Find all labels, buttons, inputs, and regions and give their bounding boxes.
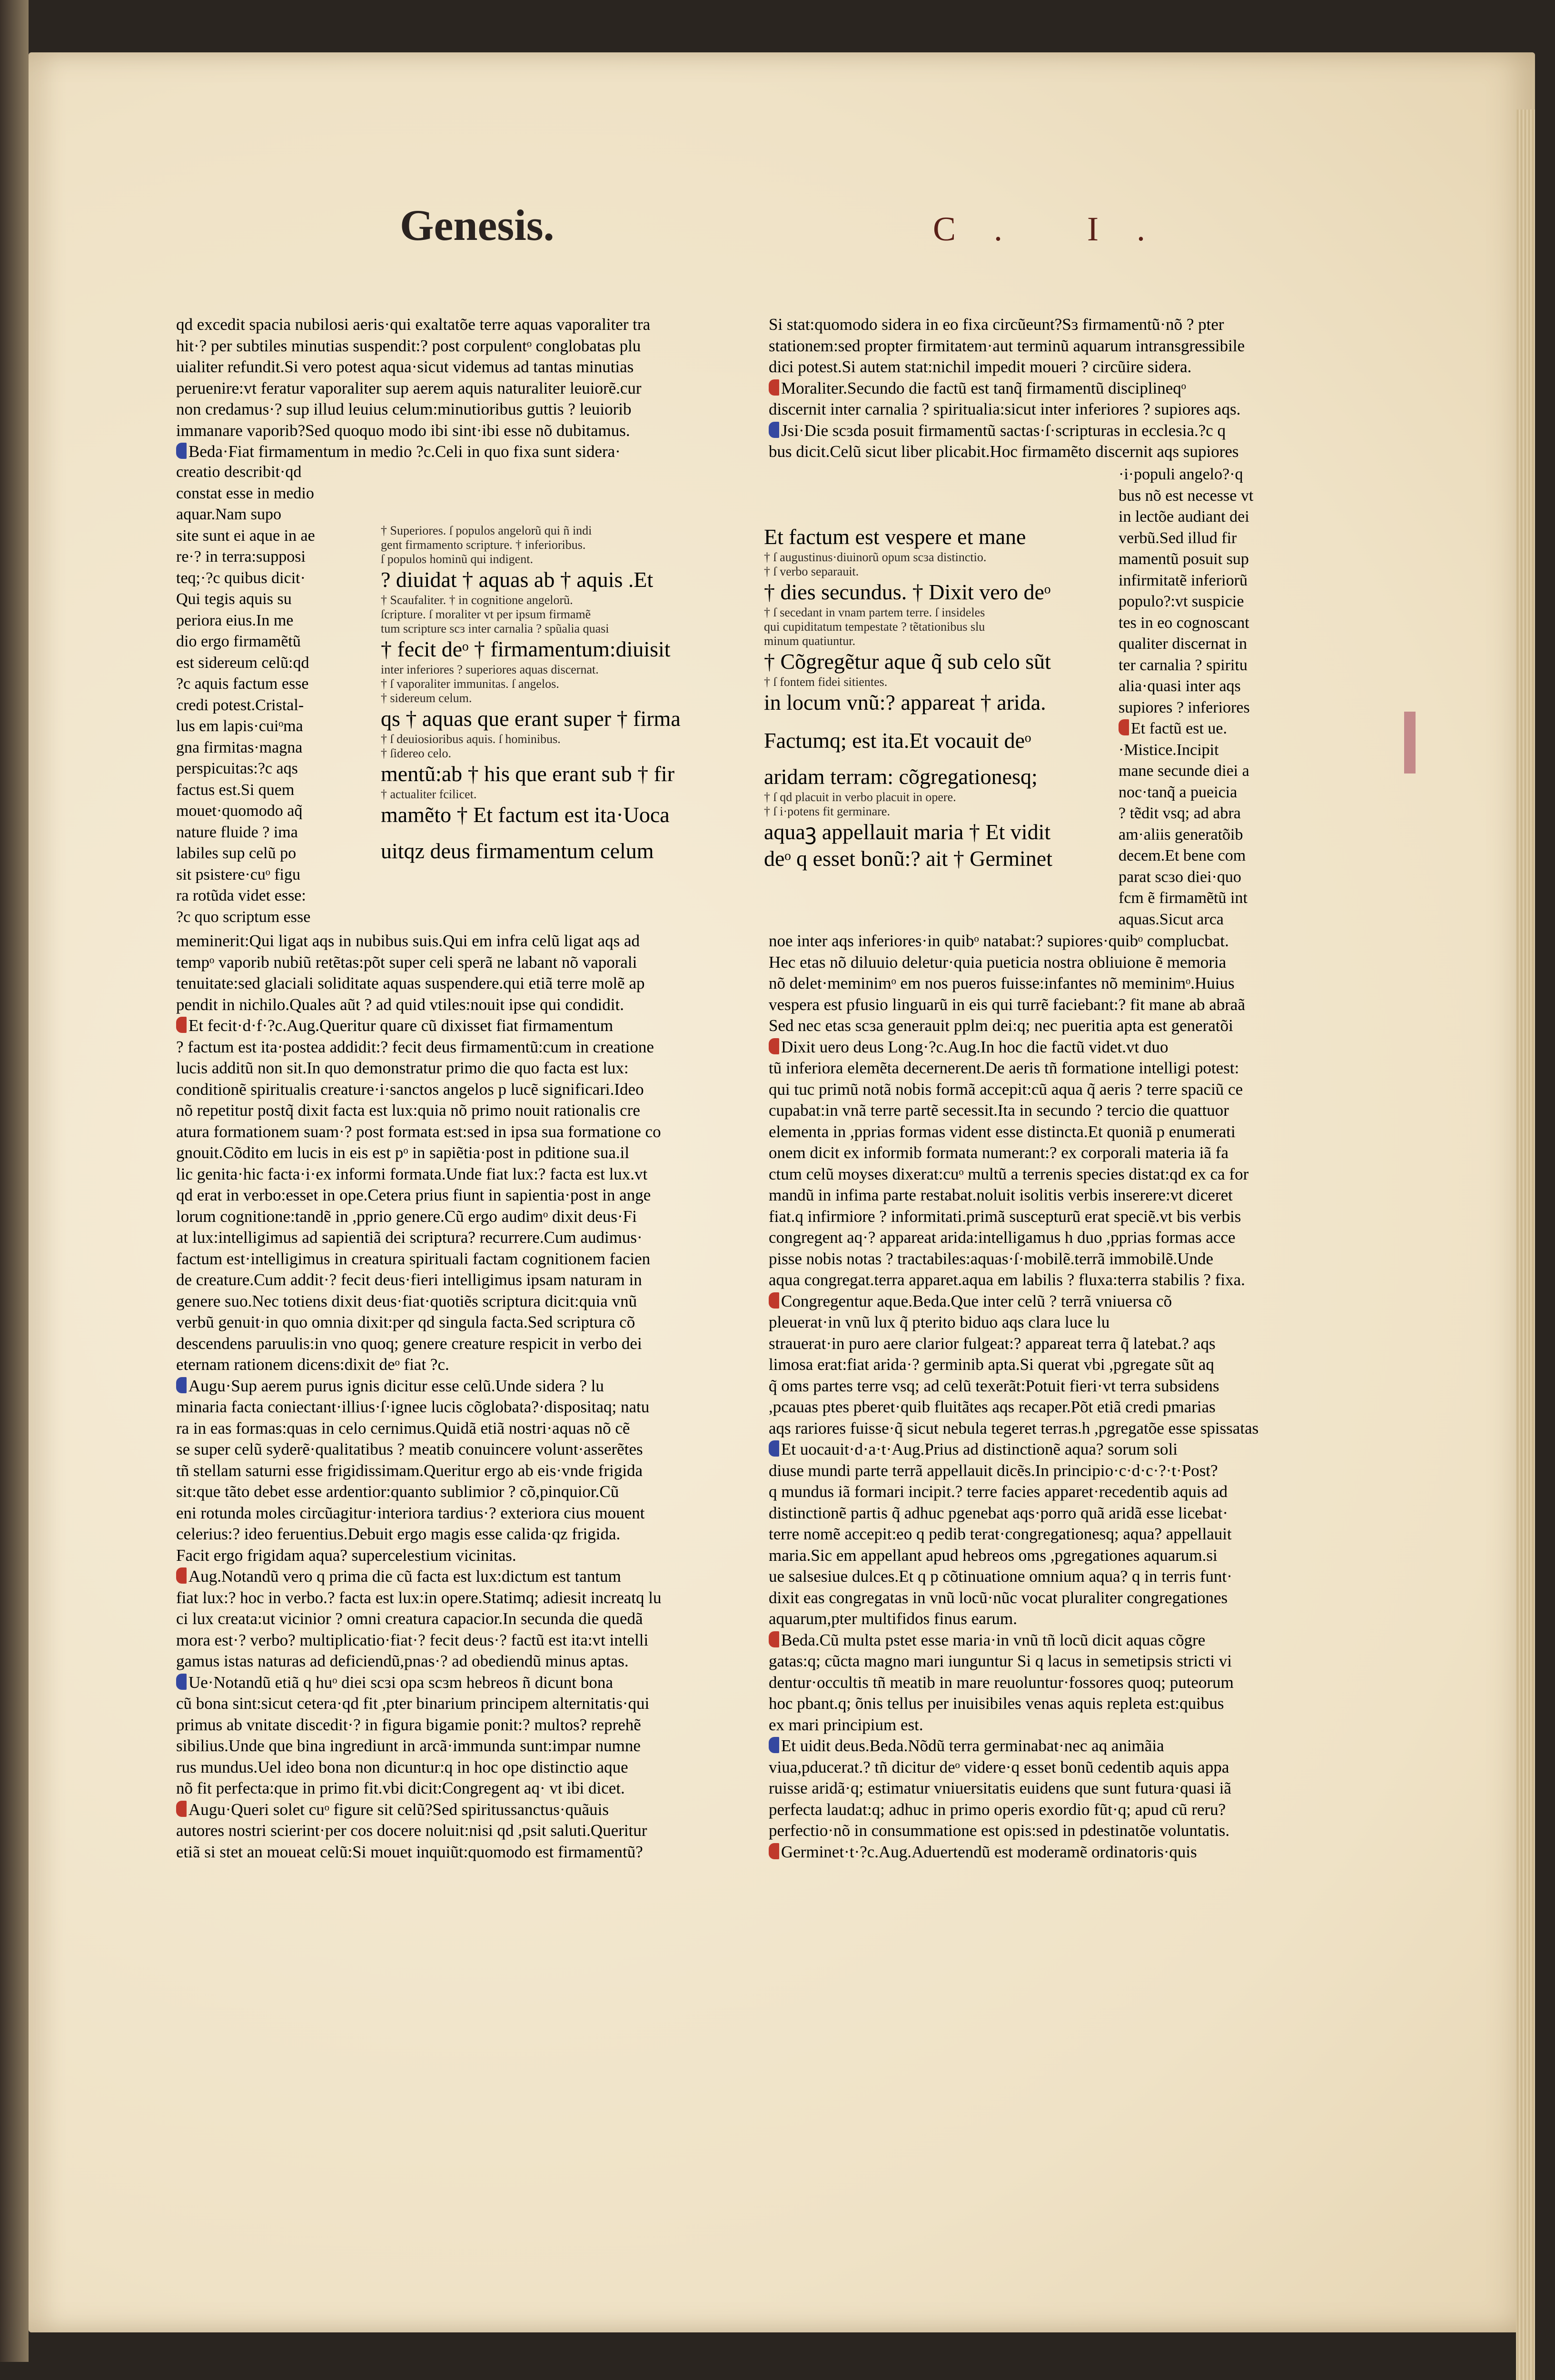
text-line: teq;·?c quibus dicit·	[176, 569, 306, 587]
interlinear-gloss: minum quatiuntur.	[764, 634, 856, 648]
paragraph-mark-icon	[769, 379, 779, 396]
text-line: primus ab vnitate discedit·? in figura bigamie ponit:? multos? reprehẽ	[176, 1715, 641, 1734]
text-line: pisse nobis notas ? tractabiles:aquas·ſ·mobilẽ.terrã immobilẽ.Unde	[769, 1249, 1214, 1268]
text-line: Qui tegis aquis su	[176, 590, 292, 608]
text-line: lucis additũ non sit.In quo demonstratur primo die quo facta est lux:	[176, 1059, 629, 1077]
text-line: bus nõ est necesse vt	[1119, 486, 1254, 505]
text-line: strauerat·in puro aere clarior fulgeat:? appareat terra q̃ latebat.? aqs	[769, 1334, 1216, 1353]
text-line: lus em lapis·cuiᵒma	[176, 717, 303, 735]
text-line: dentur·occultis tñ meatib in mare reuoluntur·fossores quoq; puteorum	[769, 1673, 1234, 1692]
interlinear-gloss: † ſ deuiosioribus aquis. ſ hominibus.	[381, 732, 561, 746]
interlinear-gloss: † ſ vaporaliter immunitas. ſ angelos.	[381, 677, 559, 691]
scripture-line: † Cõgregẽtur aque q̃ sub celo sũt	[764, 649, 1051, 674]
text-line: lorum cognitione:tandẽ in ,pprio genere.Cũ ergo audimᵒ dixit deus·Fi	[176, 1207, 637, 1226]
text-line: aquar.Nam supo	[176, 506, 281, 523]
paragraph-mark-icon	[769, 422, 779, 438]
text-line: mandũ in infima parte restabat.noluit isolitis verbis inserere:vt diceret	[769, 1186, 1233, 1204]
text-line: mane secunde diei a	[1119, 762, 1249, 780]
interlinear-gloss: qui cupiditatum tempestate ? tẽtationibus slu	[764, 620, 985, 634]
text-line: aqs rariores fuisse·q̃ sicut nebula tegeret terras.h ,pgregatõe esse spissatas	[769, 1418, 1259, 1438]
text-line: alia·quasi inter aqs	[1119, 677, 1241, 695]
text-line: in lectõe audiant dei	[1119, 508, 1249, 526]
text-line: discernit inter carnalia ? spiritualia:sicut inter inferiores ? supiores aqs.	[769, 400, 1241, 418]
scripture-line: in locum vnũ:? appareat † arida.	[764, 690, 1046, 714]
text-line: perfecta laudat:q; adhuc in primo operis exordio fũt·q; apud cũ reru?	[769, 1800, 1226, 1819]
text-line: qui tuc primũ notã nobis formã accepit:cũ aqua q̃ aeris ? terre spaciũ ce	[769, 1080, 1243, 1099]
paragraph-mark-icon	[176, 1017, 187, 1033]
text-line: verbũ genuit·in quo omnia dixit:per qd singula facta.Sed scriptura cõ	[176, 1313, 635, 1331]
text-line: ue salsesiue dulces.Et q p cõtinuatione omnium aqua? q in terris funt·	[769, 1567, 1232, 1586]
text-line: peruenire:vt feratur vaporaliter sup aerem aquis naturaliter leuiorẽ.cur	[176, 378, 642, 397]
text-line: dici potest.Si autem stat:nichil impedit moueri ? circũire sidera.	[769, 357, 1192, 376]
paragraph-mark-icon	[769, 1843, 779, 1859]
paragraph-mark-icon	[1119, 719, 1129, 735]
scripture-line: Factumq; est ita.Et vocauit deᵒ	[764, 728, 1031, 753]
text-line: Congregentur aque.Beda.Que inter celũ ? terrã vniuersa cõ	[769, 1291, 1283, 1312]
left-column-top	[176, 314, 695, 463]
interlinear-gloss: tum scripture scɜ inter carnalia ? spũalia quasi	[381, 622, 609, 635]
text-line: tes in eo cognoscant	[1119, 614, 1249, 632]
text-line: q̃ oms partes terre vsq; ad celũ texerãt:Potuit fieri·vt terra subsidens	[769, 1376, 1219, 1395]
text-line: eni rotunda moles circũagitur·interiora tardius·? exteriora cius mouent	[176, 1503, 645, 1522]
scripture-line: † dies secundus. † Dixit vero deᵒ	[764, 580, 1051, 604]
text-line: minaria facta coniectant·illius·ſ·ignee lucis cõglobata?·dispositaq; natu	[176, 1398, 650, 1416]
text-line: at lux:intelligimus ad sapientiã dei scriptura? recurrere.Cum audimus·	[176, 1228, 643, 1247]
interlinear-gloss: † ſ i·potens fit germinare.	[764, 804, 890, 818]
interlinear-gloss: † Superiores. ſ populos angelorũ qui ñ indi	[381, 524, 592, 537]
text-line: maria.Sic em appellant apud hebreos oms ,pgregationes aquarum.si	[769, 1546, 1218, 1565]
text-line: nature fluide ? ima	[176, 823, 298, 841]
text-line: ctum celũ moyses dixerat:cuᵒ multũ a terrenis species distat:qd ex ca for	[769, 1164, 1249, 1183]
text-line: supiores ? inferiores	[1119, 698, 1250, 716]
text-line: nõ fit perfecta:que in primo fit.vbi dicit:Congregent aq· vt ibi dicet.	[176, 1779, 625, 1797]
text-line: ? tẽdit vsq; ad abra	[1119, 804, 1241, 822]
text-line: factum est·intelligimus in creatura spirituali factam cognitionem facien	[176, 1249, 651, 1268]
text-line: dio ergo firmamẽtũ	[176, 633, 301, 650]
text-line: cũ bona sint:sicut cetera·qd fit ,pter binarium principem alternitatis·qui	[176, 1694, 650, 1713]
text-line: periora eius.In me	[176, 611, 294, 629]
text-line: ?c aquis factum esse	[176, 675, 309, 693]
right-column-top	[769, 314, 1283, 463]
text-line: Et uocauit·d·a·t·Aug.Prius ad distinctionẽ aqua? sorum soli	[769, 1439, 1283, 1460]
text-line: perfectio·nõ in consummatione est opis:sed in pdestinatõe voluntatis.	[769, 1821, 1230, 1840]
paragraph-mark-icon	[176, 443, 187, 459]
scripture-line: Et factum est vespere et mane	[764, 525, 1026, 549]
scripture-line: qs † aquas que erant super † firma	[381, 706, 681, 731]
text-line: tũ inferiora elemẽta decernerent.De aeris tñ formatione intelligi potest:	[769, 1059, 1239, 1077]
scripture-line: aquaꝫ appellauit maria † Et vidit	[764, 820, 1051, 844]
text-line: pleuerat·in vnũ lux q̃ pterito biduo aqs clara luce lu	[769, 1313, 1110, 1331]
text-line: autores nostri scierint·per cos docere noluit:nisi qd ,psit saluti.Queritur	[176, 1821, 647, 1840]
interlinear-gloss: † ſ qd placuit in verbo placuit in opere.	[764, 790, 956, 804]
text-line: Hec etas nõ diluuio deletur·quia pueticia nostra obliuione ẽ memoria	[769, 952, 1227, 972]
text-line: non credamus·? sup illud leuius celum:minutioribus guttis ? leuiorib	[176, 400, 632, 418]
red-bookmark-mark	[1404, 712, 1416, 774]
scripture-line: deᵒ q esset bonũ:? ait † Germinet	[764, 846, 1052, 871]
text-line: ra in eas formas:quas in celo cernimus.Quidã etiã nostri·aquas nõ cẽ	[176, 1418, 630, 1438]
text-line: tempᵒ vaporib nubiũ retẽtas:põt super celi sperã ne labant nõ vaporali	[176, 952, 637, 972]
text-line: gatas:q; cũcta magno mari iunguntur Si q lacus in semetipsis stricti vi	[769, 1652, 1232, 1670]
scripture-line: † fecit deᵒ † firmamentum:diuisit	[381, 637, 671, 661]
text-line: ci lux creata:ut vicinior ? omni creatura capacior.In secunda die quedã	[176, 1609, 643, 1628]
text-line: Moraliter.Secundo die factũ est tanq̃ firmamentũ disciplineqᵒ	[769, 378, 1283, 399]
paragraph-mark-icon	[769, 1292, 779, 1309]
text-line: rus mundus.Uel ideo bona non dicuntur:q in hoc ope distinctio aque	[176, 1757, 628, 1776]
text-line: stationem:sed propter firmitatem·aut terminũ aquarum intransgressibile	[769, 336, 1245, 355]
right-scripture-block	[764, 524, 1073, 872]
scripture-line: ? diuidat † aquas ab † aquis .Et	[381, 567, 654, 592]
text-line: Facit ergo frigidam aqua? supercelestium vicinitas.	[176, 1546, 516, 1565]
text-line: qd excedit spacia nubilosi aeris·qui exaltatõe terre aquas vaporaliter tra	[176, 315, 651, 334]
binding-edge	[0, 0, 29, 2362]
interlinear-gloss: ſ populos hominũ qui indigent.	[381, 552, 533, 566]
text-line: creatio describit·qd	[176, 463, 302, 481]
text-line: diuse mundi parte terrã appellauit dicẽs.In principio·c·d·c·?·t·Post?	[769, 1461, 1218, 1480]
text-line: immanare vaporib?Sed quoquo modo ibi sint·ibi esse nõ dubitamus.	[176, 421, 630, 440]
text-line: noe inter aqs inferiores·in quibᵒ natabat:? supiores·quibᵒ complucbat.	[769, 932, 1229, 950]
text-line: noc·tanq̃ a pueicia	[1119, 783, 1238, 801]
text-line: ·Mistice.Incipit	[1119, 741, 1219, 759]
text-line: sit psistere·cuᵒ figu	[176, 865, 300, 883]
text-line: decem.Et bene com	[1119, 847, 1246, 864]
text-line: de creature.Cum addit·? fecit deus·fieri intelligimus ipsam naturam in	[176, 1270, 642, 1289]
text-line: qualiter discernat in	[1119, 635, 1248, 653]
text-line: hoc pbant.q; õnis tellus per inuisibiles venas aquis repleta est:quibus	[769, 1694, 1224, 1713]
text-line: genere suo.Nec totiens dixit deus·fiat·quotiẽs scriptura dicit:quia vnũ	[176, 1291, 637, 1310]
text-line: infirmitatẽ inferiorũ	[1119, 571, 1248, 589]
text-line: Dixit uero deus Long·?c.Aug.In hoc die factũ videt.vt duo	[769, 1037, 1283, 1058]
text-line: ,pcauas ptes pberet·quib fluitãtes aqs recaper.Põt etiã credi pmarias	[769, 1398, 1216, 1416]
text-line: mouet·quomodo aq̃	[176, 802, 303, 820]
text-line: Germinet·t·?c.Aug.Aduertendũ est moderamẽ ordinatoris·quis	[769, 1842, 1283, 1863]
text-line: viua,pducerat.? tñ dicitur deᵒ videre·q esset bonũ cedentib aquis appa	[769, 1757, 1229, 1776]
text-line: nõ repetitur postq̃ dixit facta est lux:quia nõ primo nouit rationalis cre	[176, 1101, 640, 1120]
text-line: aqua congregat.terra apparet.aqua em labilis ? fluxa:terra stabilis ? fixa.	[769, 1270, 1245, 1289]
paragraph-mark-icon	[769, 1038, 779, 1054]
text-line: labiles sup celũ po	[176, 844, 297, 862]
text-line: mora est·? verbo? multiplicatio·fiat·? fecit deus·? factũ est ita:vt intelli	[176, 1630, 649, 1649]
text-line: celerius:? ideo feruentius.Debuit ergo magis esse calida·qz frigida.	[176, 1525, 621, 1543]
interlinear-gloss: † actualiter fcilicet.	[381, 787, 477, 801]
scripture-line: aridam terram: cõgregationesq;	[764, 764, 1038, 789]
text-line: descendens paruulis:in vno quoq; genere creature respicit in verbo dei	[176, 1334, 642, 1353]
text-line: vespera est pfusio linguarũ in eis qui turrẽ faciebant:? fit mane ab abraã	[769, 995, 1245, 1014]
text-line: bus dicit.Celũ sicut liber plicabit.Hoc firmamẽto discernit aqs supiores	[769, 442, 1239, 461]
interlinear-gloss: † Scaufaliter. † in cognitione angelorũ.	[381, 593, 573, 607]
text-line: Sed nec etas scɜa generauit pplm dei:q; nec pueritia apta est generatõi	[769, 1016, 1233, 1035]
text-line: etiã si stet an moueat celũ:Si mouet inquiũt:quomodo est firmamentũ?	[176, 1842, 643, 1861]
text-line: Jsi·Die scɜda posuit firmamentũ sactas·ſ·scripturas in ecclesia.?c q	[769, 420, 1283, 442]
text-line: q mundus iã formari incipit.? terre facies apparet·recedentib aquis ad	[769, 1482, 1228, 1501]
text-line: meminerit:Qui ligat aqs in nubibus suis.Qui em infra celũ ligat aqs ad	[176, 932, 640, 950]
paragraph-mark-icon	[176, 1377, 187, 1393]
text-line: lic genita·hic facta·i·ex informi formata.Unde fiat lux:? facta est lux.vt	[176, 1164, 648, 1183]
text-line: qd erat in verbo:esset in ope.Cetera prius fiunt in sapientia·post in ange	[176, 1186, 651, 1204]
interlinear-gloss: † ſ augustinus·diuinorũ opum scɜa distinctio.	[764, 550, 987, 564]
text-line: verbũ.Sed illud fir	[1119, 529, 1237, 547]
text-line: ruisse aridã·q; estimatur vniuersitatis euidens que sunt futura·quasi iã	[769, 1779, 1231, 1797]
text-line: elementa in ,pprias formas vident esse distincta.Et quoniã p enumerati	[769, 1122, 1236, 1141]
left-commentary	[176, 931, 695, 1863]
page-edges	[1516, 109, 1535, 2380]
text-line: Et uidit deus.Beda.Nõdũ terra germinabat·nec aq animãia	[769, 1735, 1283, 1757]
paragraph-mark-icon	[769, 1737, 779, 1753]
text-line: credi potest.Cristal-	[176, 696, 304, 714]
left-narrow-column	[176, 462, 338, 928]
text-line: eternam rationem dicens:dixit deᵒ fiat ?c.	[176, 1355, 449, 1374]
paragraph-mark-icon	[769, 1631, 779, 1647]
text-line: gna firmitas·magna	[176, 738, 303, 756]
text-line: sibilius.Unde que bina ingrediunt in arcã·immunda sunt:impar numne	[176, 1736, 641, 1755]
text-line: se super celũ syderẽ·qualitatibus ? meatib conuincere volunt·asserẽtes	[176, 1440, 643, 1458]
text-line: hit·? per subtiles minutias suspendit:? post corpulentᵒ conglobatas plu	[176, 336, 641, 355]
text-line: Augu·Sup aerem purus ignis dicitur esse celũ.Unde sidera ? lu	[176, 1376, 695, 1397]
left-scripture-block	[381, 524, 690, 864]
text-line: populo?:vt suspicie	[1119, 593, 1244, 610]
text-line: perspicuitas:?c aqs	[176, 760, 298, 777]
text-line: ter carnalia ? spiritu	[1119, 656, 1248, 674]
text-line: sit:que tãto debet esse ardentior:quanto sublimior ? cõ,pinquior.Cũ	[176, 1482, 619, 1501]
right-narrow-column	[1119, 464, 1280, 930]
text-line: limosa erat:fiat arida·? germinib apta.Si querat vbi ,pgregate sũt aq	[769, 1355, 1214, 1374]
text-line: Et fecit·d·f·?c.Aug.Queritur quare cũ dixisset fiat firmamentum	[176, 1015, 695, 1037]
text-line: gnouit.Cõdito em lucis in eis est pᵒ in sapiẽtia·post in pditione sua.il	[176, 1143, 630, 1162]
text-line: Ue·Notandũ etiã q huᵒ diei scɜi opa scɜm hebreos ñ dicunt bona	[176, 1672, 695, 1694]
text-line: ex mari principium est.	[769, 1715, 923, 1734]
text-line: pendit in nichilo.Quales aũt ? ad quid vtiles:nouit ipse qui condidit.	[176, 995, 624, 1014]
text-line: re·? in terra:supposi	[176, 548, 306, 565]
interlinear-gloss: † ſ fontem fidei sitientes.	[764, 675, 888, 689]
text-line: Aug.Notandũ vero q prima die cũ facta est lux:dictum est tantum	[176, 1566, 695, 1587]
text-line: Beda.Cũ multa pstet esse maria·in vnũ tñ locũ dicit aquas cõgre	[769, 1630, 1283, 1651]
paragraph-mark-icon	[176, 1801, 187, 1817]
text-line: fcm ẽ firmamẽtũ int	[1119, 889, 1248, 907]
text-line: fiat.q infirmiore ? informitati.primã suscepturũ erat speciẽ.vt bis verbis	[769, 1207, 1241, 1226]
text-line: atura formationem suam·? post formata est:sed in ipsa sua formatione co	[176, 1122, 661, 1141]
interlinear-gloss: inter inferiores ? superiores aquas discernat.	[381, 663, 599, 676]
text-line: parat scɜo diei·quo	[1119, 868, 1241, 886]
interlinear-gloss: gent firmamento scripture. † inferioribus.	[381, 538, 586, 552]
text-line: factus est.Si quem	[176, 781, 295, 799]
text-line: Si stat:quomodo sidera in eo fixa circũeunt?Sɜ firmamentũ·nõ ? pter	[769, 315, 1224, 334]
text-line: aquas.Sicut arca	[1119, 910, 1224, 928]
interlinear-gloss: † ſ verbo separauit.	[764, 565, 859, 578]
paragraph-mark-icon	[176, 1674, 187, 1690]
text-line: est sidereum celũ:qd	[176, 654, 309, 672]
text-line: tenuitate:sed glaciali soliditate aquas suspendere.qui etiã terre molẽ ap	[176, 974, 645, 992]
text-line: congregent aq·? appareat arida:intelligamus h duo ,pprias formas acce	[769, 1228, 1236, 1247]
text-line: constat esse in medio	[176, 484, 314, 502]
text-line: terre nomẽ accepit:eo q pedib terat·congregationesq; aqua? appellauit	[769, 1525, 1232, 1543]
chapter-number: C. I.	[933, 210, 1183, 248]
interlinear-gloss: † ſidereo celo.	[381, 746, 451, 760]
interlinear-gloss: † sidereum celum.	[381, 691, 472, 705]
page-title: Genesis.	[400, 201, 555, 249]
text-line: site sunt ei aque in ae	[176, 526, 315, 545]
paragraph-mark-icon	[176, 1567, 187, 1584]
scripture-line: mentũ:ab † his que erant sub † fir	[381, 762, 675, 786]
text-line: gamus istas naturas ad deficiendũ,pnas·? ad obediendũ minus aptas.	[176, 1652, 629, 1670]
right-commentary	[769, 931, 1283, 1863]
text-line: Beda·Fiat firmamentum in medio ?c.Celi in quo fixa sunt sidera·	[176, 441, 695, 463]
text-line: nõ delet·meminimᵒ em nos pueros fuisse:infantes nõ meminimᵒ.Huius	[769, 974, 1235, 992]
interlinear-gloss: † ſ secedant in vnam partem terre. ſ insideles	[764, 605, 985, 619]
text-line: mamentũ posuit sup	[1119, 550, 1249, 568]
text-line: ra rotũda videt esse:	[176, 887, 306, 904]
text-line: distinctionẽ partis q̃ adhuc pgenebat aqs·porro quã aridã esse licebat·	[769, 1503, 1228, 1522]
scripture-line: uitqz deus firmamentum celum	[381, 839, 654, 863]
text-line: ? factum est ita·postea addidit:? fecit deus firmamentũ:cum in creatione	[176, 1037, 654, 1056]
text-line: onem dicit ex informib formata numerant:? ex corporali materia iã fa	[769, 1143, 1228, 1162]
paragraph-mark-icon	[769, 1440, 779, 1457]
scripture-line: mamẽto † Et factum est ita·Uoca	[381, 803, 670, 827]
text-line: am·aliis generatõib	[1119, 825, 1243, 843]
text-line: aquarum,pter multifidos finus earum.	[769, 1609, 1017, 1628]
text-line: Et factũ est ue.	[1119, 718, 1280, 740]
text-line: tñ stellam saturni esse frigidissimam.Queritur ergo ab eis·vnde frigida	[176, 1461, 643, 1480]
text-line: fiat lux:? hoc in verbo.? facta est lux:in opere.Statimq; adiesit increatq lu	[176, 1588, 662, 1607]
text-line: cupabat:in vnã terre partẽ secessit.Ita in secundo ? tercio die quattuor	[769, 1101, 1229, 1120]
text-line: ?c quo scriptum esse	[176, 908, 311, 926]
text-line: conditionẽ spiritualis creature·i·sanctos angelos p lucẽ significari.Ideo	[176, 1080, 644, 1099]
text-line: uialiter refundit.Si vero potest aqua·sicut videmus ad tantas minutias	[176, 357, 634, 376]
text-line: dixit eas congregatas in vnũ locũ·nũc vocat pluraliter congregationes	[769, 1588, 1228, 1607]
text-line: Augu·Queri solet cuᵒ figure sit celũ?Sed spiritussanctus·quãuis	[176, 1799, 695, 1821]
interlinear-gloss: ſcripture. ſ moraliter vt per ipsum firmamẽ	[381, 607, 591, 621]
text-line: ·i·populi angelo?·q	[1119, 466, 1243, 483]
